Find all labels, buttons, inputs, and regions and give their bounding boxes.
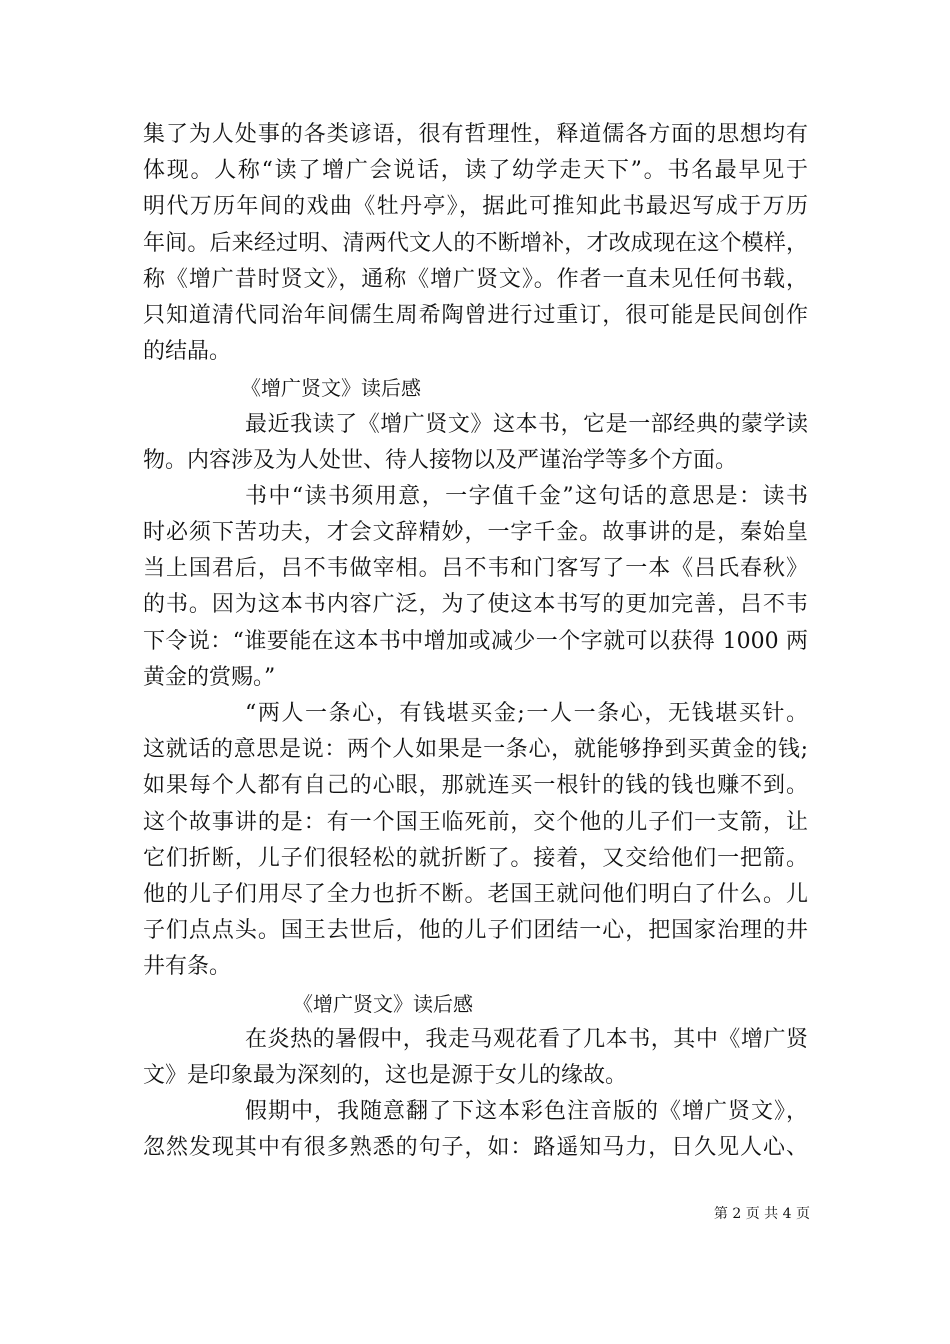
section-heading: 《增广贤文》读后感 xyxy=(293,991,473,1016)
text-line: 当上国君后，吕不韦做宰相。吕不韦和门客写了一本《吕氏春秋》 xyxy=(143,556,808,582)
text-line: 明代万历年间的戏曲《牡丹亭》，据此可推知此书最迟写成于万历 xyxy=(143,194,808,220)
text-line: 物。内容涉及为人处世、待人接物以及严谨治学等多个方面。 xyxy=(143,447,738,473)
document-body xyxy=(143,117,808,1166)
text-line: 最近我读了《增广贤文》这本书，它是一部经典的蒙学读 xyxy=(245,411,808,437)
text-line: 他的儿子们用尽了全力也折不断。老国王就问他们明白了什么。儿 xyxy=(143,881,808,907)
text-line: 的结晶。 xyxy=(143,339,232,365)
text-line: 它们折断，儿子们很轻松的就折断了。接着，又交给他们一把箭。 xyxy=(143,845,808,871)
text-line: 年间。后来经过明、清两代文人的不断增补，才改成现在这个模样， xyxy=(143,230,808,256)
text-line: 书中“读书须用意，一字值千金”这句话的意思是：读书 xyxy=(245,483,808,509)
text-line: 如果每个人都有自己的心眼，那就连买一根针的钱的钱也赚不到。 xyxy=(143,773,808,799)
page-number: 第 2 页 共 4 页 xyxy=(713,1206,810,1222)
text-line: 集了为人处事的各类谚语，很有哲理性，释道儒各方面的思想均有 xyxy=(143,122,808,147)
text-line: 的书。因为这本书内容广泛，为了使这本书写的更加完善，吕不韦 xyxy=(143,592,808,618)
text-line: 子们点点头。国王去世后，他的儿子们团结一心，把国家治理的井 xyxy=(143,918,808,944)
text-line: 这就话的意思是说：两个人如果是一条心，就能够挣到买黄金的钱; xyxy=(143,737,808,763)
text-line: 只知道清代同治年间儒生周希陶曾进行过重订，很可能是民间创作 xyxy=(143,302,808,328)
text-line: 黄金的赏赐。” xyxy=(143,664,276,690)
section-heading: 《增广贤文》读后感 xyxy=(241,376,421,401)
text-line: 文》是印象最为深刻的，这也是源于女儿的缘故。 xyxy=(143,1062,628,1088)
text-line: 称《增广昔时贤文》，通称《增广贤文》。作者一直未见任何书载， xyxy=(143,266,808,292)
text-line: 假期中，我随意翻了下这本彩色注音版的《增广贤文》， xyxy=(245,1099,808,1125)
text-line: 忽然发现其中有很多熟悉的句子，如：路遥知马力，日久见人心、 xyxy=(143,1135,808,1161)
text-line: 下令说：“谁要能在这本书中增加或减少一个字就可以获得 1000 两 xyxy=(143,628,808,654)
text-line: “两人一条心，有钱堪买金;一人一条心，无钱堪买针。 xyxy=(245,701,808,726)
text-line: 这个故事讲的是：有一个国王临死前，交个他的儿子们一支箭，让 xyxy=(143,809,808,835)
text-line: 在炎热的暑假中，我走马观花看了几本书，其中《增广贤 xyxy=(245,1026,808,1052)
text-line: 井有条。 xyxy=(143,954,232,980)
text-line: 体现。人称“读了增广会说话，读了幼学走天下”。书名最早见于 xyxy=(143,158,808,184)
text-line: 时必须下苦功夫，才会文辞精妙，一字千金。故事讲的是，秦始皇 xyxy=(143,520,808,546)
